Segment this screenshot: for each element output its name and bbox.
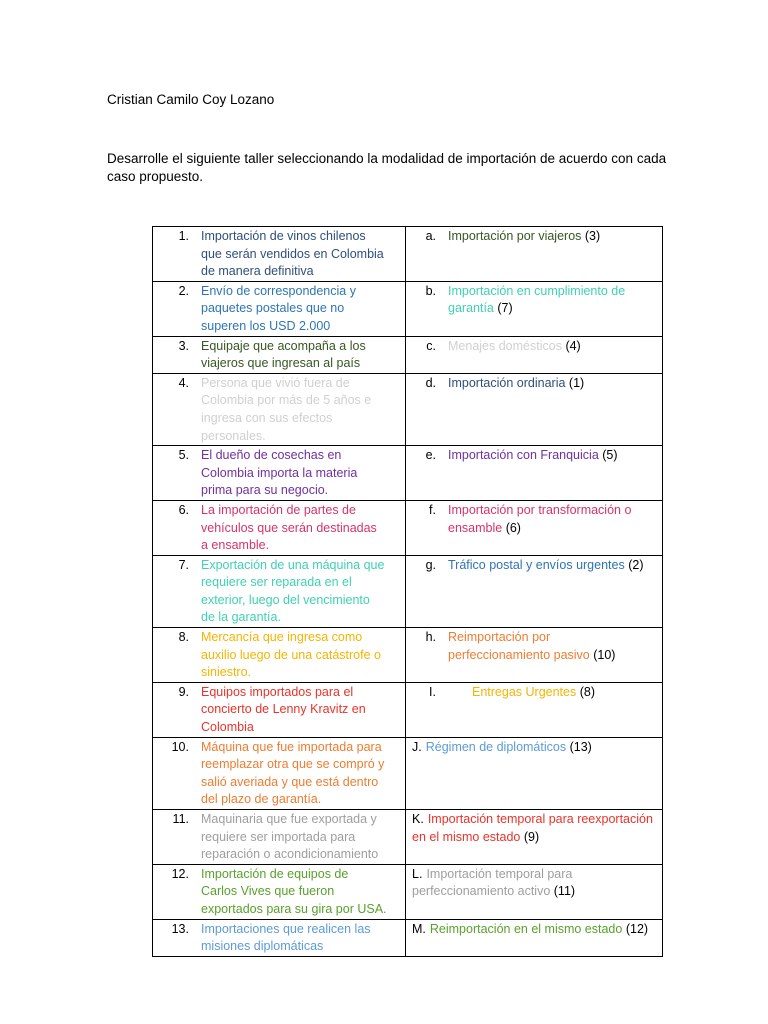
case-cell bbox=[153, 919, 406, 956]
modality-letter: h. bbox=[425, 630, 436, 645]
case-text: Importación de vinos chilenos que serán vendidos en Colombia de manera definitiva bbox=[201, 229, 384, 279]
table-row bbox=[153, 227, 663, 282]
table-row bbox=[153, 864, 663, 919]
modality-text: Importación por transformación o ensamble bbox=[448, 502, 632, 535]
modality-letter: e. bbox=[425, 448, 436, 463]
modality-cell bbox=[406, 446, 663, 501]
author-name: Cristian Camilo Coy Lozano bbox=[107, 92, 275, 107]
answer-code: (13) bbox=[569, 739, 592, 754]
case-number: 10. bbox=[171, 739, 189, 754]
case-text: Maquinaria que fue exportada y requiere ser importada para reparación o acondicionamiento bbox=[201, 812, 379, 862]
case-cell bbox=[153, 227, 406, 282]
instructions-text: Desarrolle el siguiente taller seleccionando la modalidad de importación de acuerdo con cada caso propuesto. bbox=[107, 151, 667, 184]
case-text: La importación de partes de vehículos que serán destinadas a ensamble. bbox=[201, 502, 377, 553]
table-row bbox=[153, 336, 663, 373]
answer-code: (12) bbox=[625, 921, 649, 936]
case-number: 6. bbox=[178, 502, 189, 517]
modality-content bbox=[448, 502, 644, 537]
modality-letter: I. bbox=[429, 684, 436, 699]
case-text: Equipos importados para el concierto de Lenny Kravitz en Colombia bbox=[201, 684, 366, 735]
case-cell bbox=[153, 628, 406, 683]
modality-cell bbox=[406, 810, 663, 865]
answer-code: (5) bbox=[602, 448, 618, 463]
case-text: Máquina que fue importada para reemplazar otra que se compró y salió averiada y que está dentro del plazo de garantía. bbox=[201, 739, 385, 807]
modality-letter: a. bbox=[425, 229, 436, 243]
modality-text: Importación con Franquicia bbox=[448, 448, 599, 463]
case-number: 1. bbox=[178, 229, 189, 243]
modality-cell bbox=[406, 227, 663, 282]
case-text: Envío de correspondencia y paquetes postales que no superen los USD 2.000 bbox=[201, 283, 356, 333]
case-text: Importación de equipos de Carlos Vives que fueron exportados para su gira por USA. bbox=[201, 866, 387, 916]
modality-text: Importación en cumplimiento de garantía bbox=[448, 283, 626, 316]
case-text: Mercancía que ingresa como auxilio luego de una catástrofe o siniestro. bbox=[201, 630, 381, 680]
modality-cell bbox=[406, 555, 663, 627]
case-number: 3. bbox=[178, 338, 189, 353]
modality-cell bbox=[406, 373, 663, 445]
modality-content bbox=[448, 629, 644, 664]
modality-text: Importación temporal para reexportación en el mismo estado bbox=[412, 812, 653, 844]
answer-code: (4) bbox=[565, 338, 581, 353]
case-cell bbox=[153, 373, 406, 445]
case-number: 11. bbox=[172, 812, 189, 826]
table-row bbox=[153, 682, 663, 737]
table-row bbox=[153, 919, 663, 956]
case-number: 8. bbox=[178, 630, 189, 645]
modality-letter: K. bbox=[412, 812, 424, 826]
modality-letter: c. bbox=[426, 338, 436, 353]
case-number: 7. bbox=[178, 557, 189, 572]
table-row bbox=[153, 446, 663, 501]
answer-code: (7) bbox=[497, 301, 513, 316]
modality-letter: f. bbox=[429, 502, 436, 517]
table-row bbox=[153, 555, 663, 627]
modality-content bbox=[448, 338, 644, 356]
table-row bbox=[153, 737, 663, 809]
case-cell bbox=[153, 336, 406, 373]
answer-code: (11) bbox=[553, 884, 576, 899]
case-number: 13. bbox=[171, 921, 189, 936]
table-row bbox=[153, 810, 663, 865]
case-text: Equipaje que acompaña a los viajeros que ingresan al país bbox=[201, 338, 366, 371]
table-row bbox=[153, 500, 663, 555]
case-number: 4. bbox=[178, 375, 189, 390]
modality-cell bbox=[406, 336, 663, 373]
case-cell bbox=[153, 281, 406, 336]
modality-content bbox=[448, 447, 644, 465]
case-text: Exportación de una máquina que requiere ser reparada en el exterior, luego del vencimiento de la garantía. bbox=[201, 557, 385, 625]
modality-text: Importación por viajeros bbox=[448, 229, 582, 243]
modality-cell bbox=[406, 919, 663, 956]
modality-cell bbox=[406, 628, 663, 683]
case-number: 12. bbox=[171, 866, 189, 881]
modality-letter: M. bbox=[412, 921, 426, 936]
case-text: El dueño de cosechas en Colombia importa la materia prima para su negocio. bbox=[201, 448, 358, 498]
modality-content bbox=[448, 557, 644, 575]
table-row bbox=[153, 281, 663, 336]
modality-cell bbox=[406, 500, 663, 555]
case-cell bbox=[153, 500, 406, 555]
modality-text: Tráfico postal y envíos urgentes bbox=[448, 557, 625, 572]
modality-text: Importación temporal para perfeccionamiento activo bbox=[412, 866, 573, 899]
case-number: 9. bbox=[178, 684, 189, 699]
modality-letter: b. bbox=[425, 283, 436, 298]
answer-code: (2) bbox=[628, 557, 644, 572]
case-text: Persona que vivió fuera de Colombia por más de 5 años e ingresa con sus efectos personales. bbox=[201, 375, 372, 443]
case-cell bbox=[153, 737, 406, 809]
modality-content bbox=[448, 283, 644, 318]
case-cell bbox=[153, 682, 406, 737]
modality-letter: g. bbox=[425, 557, 436, 572]
case-number: 5. bbox=[178, 448, 189, 463]
case-cell bbox=[153, 446, 406, 501]
modality-content bbox=[448, 228, 644, 246]
modality-text: Reimportación en el mismo estado bbox=[429, 921, 623, 936]
case-number: 2. bbox=[178, 283, 189, 298]
answer-code: (8) bbox=[579, 684, 595, 699]
case-cell bbox=[153, 810, 406, 865]
matching-table bbox=[152, 226, 663, 957]
answer-code: (6) bbox=[505, 520, 521, 535]
answer-code: (10) bbox=[593, 647, 616, 662]
case-cell bbox=[153, 864, 406, 919]
modality-letter: d. bbox=[425, 375, 436, 390]
modality-content bbox=[448, 375, 644, 393]
modality-text: Entregas Urgentes bbox=[472, 684, 577, 699]
case-cell bbox=[153, 555, 406, 627]
table-row bbox=[153, 373, 663, 445]
modality-content bbox=[448, 684, 644, 702]
modality-letter: L. bbox=[412, 866, 423, 881]
modality-letter: J. bbox=[412, 739, 422, 754]
modality-cell bbox=[406, 737, 663, 809]
modality-text: Régimen de diplomáticos bbox=[425, 739, 567, 754]
modality-text: Menajes domésticos bbox=[448, 338, 562, 353]
answer-code: (3) bbox=[584, 229, 601, 243]
table-row bbox=[153, 628, 663, 683]
case-text: Importaciones que realicen las misiones diplomáticas bbox=[201, 921, 371, 954]
modality-text: Reimportación por perfeccionamiento pasivo bbox=[448, 630, 590, 662]
modality-cell bbox=[406, 682, 663, 737]
modality-cell bbox=[406, 281, 663, 336]
modality-cell bbox=[406, 864, 663, 919]
answer-code: (1) bbox=[568, 375, 585, 390]
modality-text: Importación ordinaria bbox=[448, 375, 566, 390]
answer-code: (9) bbox=[523, 829, 540, 844]
